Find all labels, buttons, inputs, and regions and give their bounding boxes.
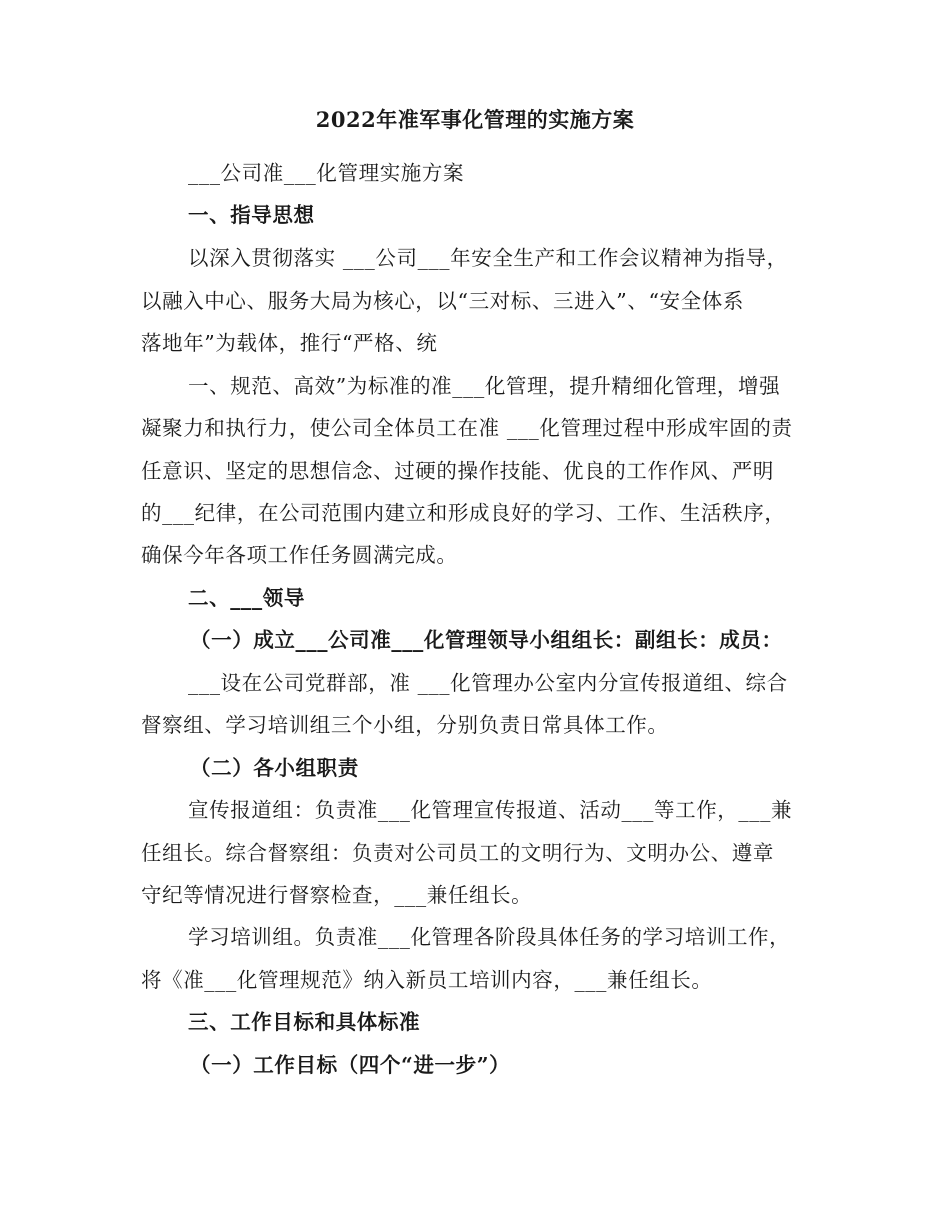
paragraph-line: 守纪等情况进行督察检查，___兼任组长。 <box>141 883 533 907</box>
paragraph-line: 督察组、学习培训组三个小组，分别负责日常具体工作。 <box>141 713 669 737</box>
paragraph-line: 将《准___化管理规范》纳入新员工培训内容，___兼任组长。 <box>141 968 713 992</box>
section-heading-guiding-ideology: 一、指导思想 <box>188 203 315 227</box>
paragraph-line: 凝聚力和执行力，使公司全体员工在准 ___化管理过程中形成牢固的责 <box>141 416 793 440</box>
paragraph-line: 一、规范、高效”为标准的准___化管理，提升精细化管理，增强 <box>188 374 781 398</box>
section-heading-work-goals: 三、工作目标和具体标准 <box>188 1010 421 1034</box>
subsection-heading-goals: （一）工作目标（四个“进一步”） <box>190 1053 511 1077</box>
paragraph-line: 落地年”为载体，推行“严格、统 <box>141 331 438 355</box>
paragraph-line: ___设在公司党群部，准 ___化管理办公室内分宣传报道组、综合 <box>188 671 788 695</box>
paragraph-line: 以深入贯彻落实 ___公司___年安全生产和工作会议精神为指导， <box>188 246 788 270</box>
paragraph-line: 任组长。综合督察组：负责对公司员工的文明行为、文明办公、遵章 <box>141 841 774 865</box>
paragraph-line: 确保今年各项工作任务圆满完成。 <box>141 543 458 567</box>
paragraph-line: 的___纪律，在公司范围内建立和形成良好的学习、工作、生活秩序， <box>141 501 786 525</box>
paragraph-line: 学习培训组。负责准___化管理各阶段具体任务的学习培训工作， <box>188 925 791 949</box>
paragraph-line: 宣传报道组：负责准___化管理宣传报道、活动___等工作，___兼 <box>188 798 793 822</box>
section-heading-leadership: 二、___领导 <box>188 586 305 610</box>
subtitle-line: ___公司准___化管理实施方案 <box>188 161 465 185</box>
paragraph-line: 以融入中心、服务大局为核心，以“三对标、三进入”、“安全体系 <box>141 289 744 313</box>
document-title: 2022年准军事化管理的实施方案 <box>315 107 635 132</box>
paragraph-line: 任意识、坚定的思想信念、过硬的操作技能、优良的工作作风、严明 <box>141 459 774 483</box>
subsection-heading-group-duties: （二）各小组职责 <box>190 756 359 780</box>
subsection-heading-establish-group: （一）成立___公司准___化管理领导小组组长：副组长：成员： <box>190 628 783 652</box>
